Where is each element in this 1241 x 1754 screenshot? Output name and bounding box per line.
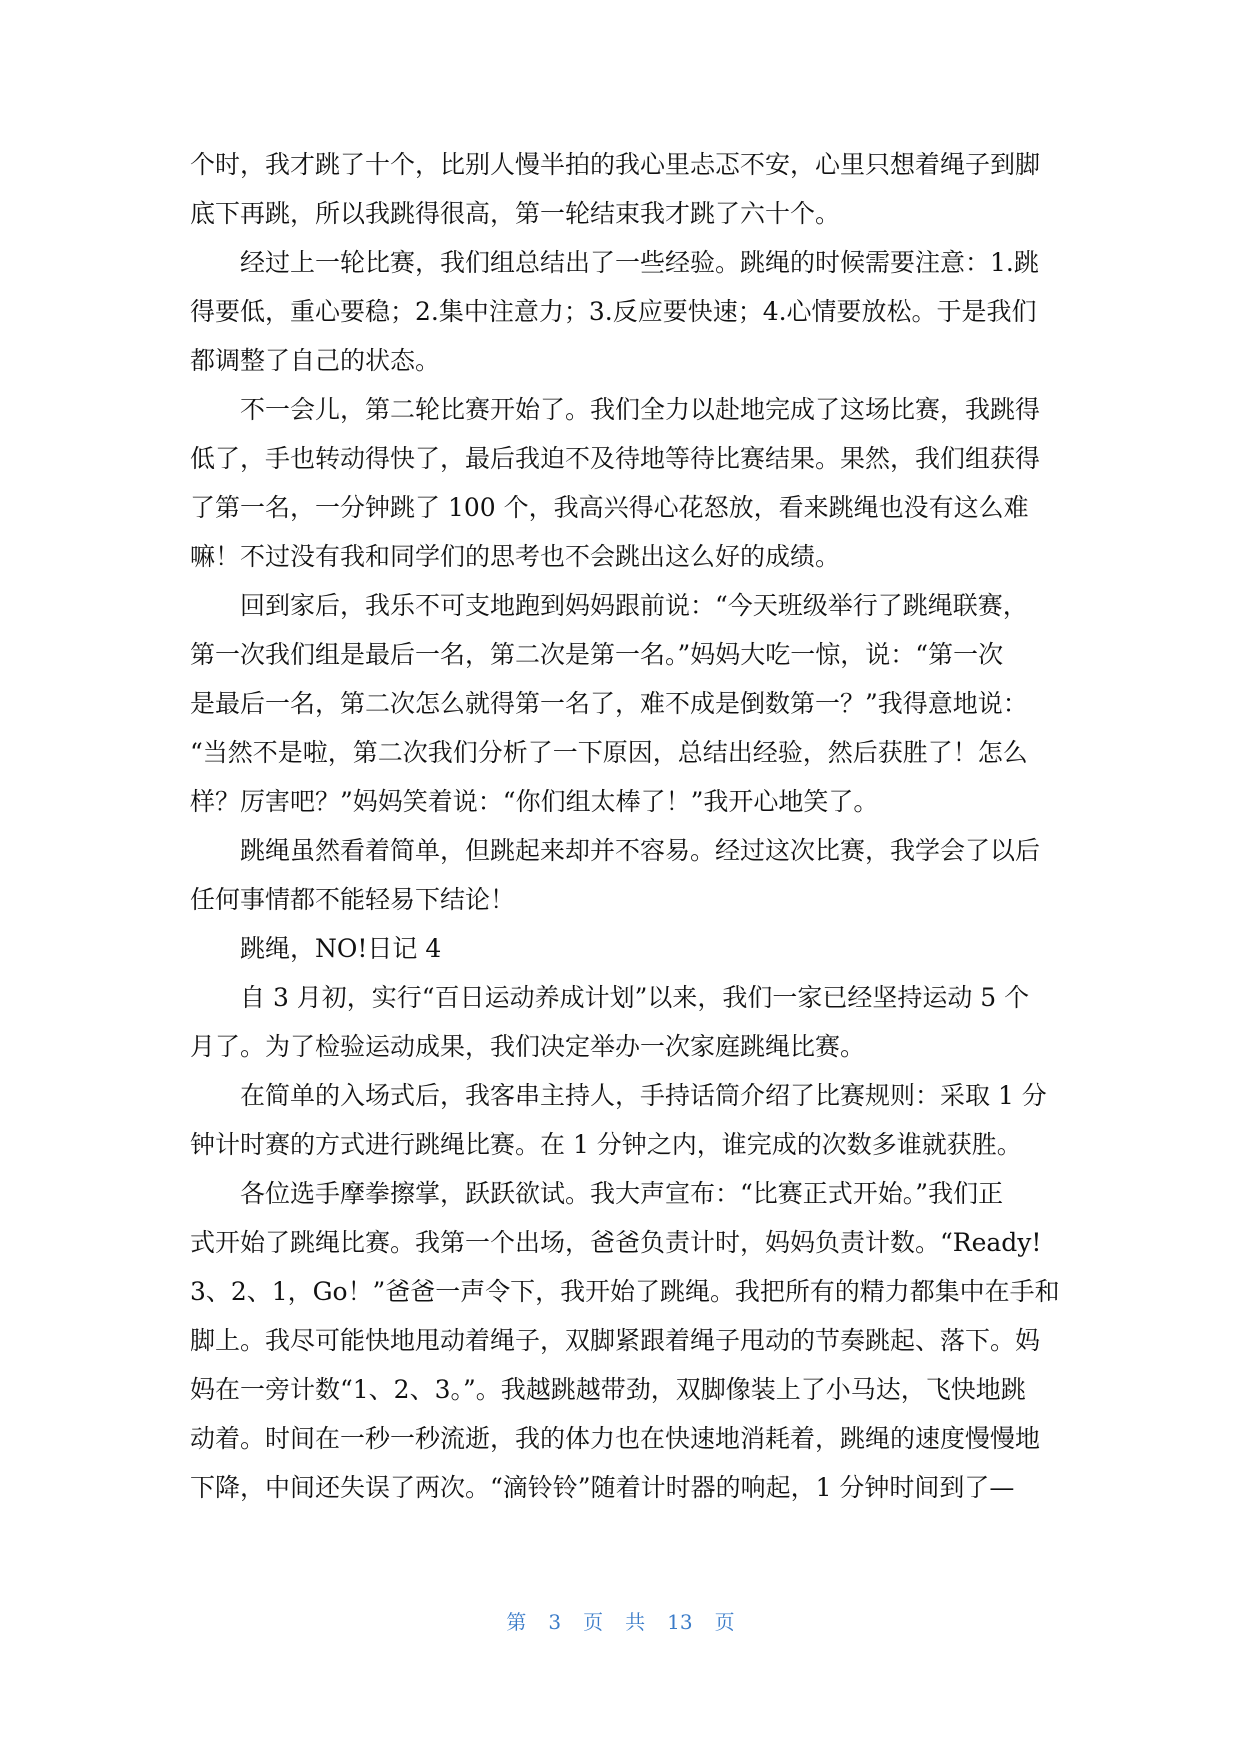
paragraph-line: 样？厉害吧？”妈妈笑着说：“你们组太棒了！”我开心地笑了。 — [190, 787, 879, 816]
paragraph-line: 嘛！不过没有我和同学们的思考也不会跳出这么好的成绩。 — [190, 542, 841, 571]
page-footer — [0, 1608, 1241, 1636]
paragraph-line: 3、2、1，Go！”爸爸一声令下，我开始了跳绳。我把所有的精力都集中在手和 — [190, 1277, 1060, 1306]
paragraph-line: 低了，手也转动得快了，最后我迫不及待地等待比赛结果。果然，我们组获得 — [190, 444, 1041, 473]
paragraph — [190, 924, 1060, 973]
paragraph-line: 妈在一旁计数“1、2、3。”。我越跳越带劲，双脚像装上了小马达，飞快地跳 — [190, 1375, 1026, 1404]
paragraph-line: 动着。时间在一秒一秒流逝，我的体力也在快速地消耗着，跳绳的速度慢慢地 — [190, 1424, 1041, 1453]
paragraph-line: 任何事情都不能轻易下结论！ — [190, 885, 516, 914]
paragraph-line: 不一会儿，第二轮比赛开始了。我们全力以赴地完成了这场比赛，我跳得 — [240, 395, 1041, 424]
paragraph-line: 钟计时赛的方式进行跳绳比赛。在 1 分钟之内，谁完成的次数多谁就获胜。 — [190, 1130, 1022, 1159]
footer-label-gong: 共 — [625, 1610, 646, 1634]
paragraph-line: 经过上一轮比赛，我们组总结出了一些经验。跳绳的时候需要注意：1.跳 — [240, 248, 1039, 277]
paragraph-line: 得要低，重心要稳；2.集中注意力；3.反应要快速；4.心情要放松。于是我们 — [190, 297, 1037, 326]
paragraph — [190, 1071, 1060, 1169]
paragraph-line: 是最后一名，第二次怎么就得第一名了，难不成是倒数第一？”我得意地说： — [190, 689, 1028, 718]
paragraph-line: 跳绳虽然看着简单，但跳起来却并不容易。经过这次比赛，我学会了以后 — [240, 836, 1041, 865]
paragraph-line: 自 3 月初，实行“百日运动养成计划”以来，我们一家已经坚持运动 5 个 — [240, 983, 1030, 1012]
footer-label-di: 第 — [506, 1610, 527, 1634]
footer-label-ye2: 页 — [714, 1610, 735, 1634]
paragraph-line: 都调整了自己的状态。 — [190, 346, 441, 375]
paragraph-line: “当然不是啦，第二次我们分析了一下原因，总结出经验，然后获胜了！怎么 — [190, 738, 1028, 767]
paragraph-line: 在简单的入场式后，我客串主持人，手持话筒介绍了比赛规则：采取 1 分 — [240, 1081, 1047, 1110]
paragraph-line: 各位选手摩拳擦掌，跃跃欲试。我大声宣布：“比赛正式开始。”我们正 — [240, 1179, 1004, 1208]
paragraph — [190, 238, 1060, 385]
paragraph-line: 回到家后，我乐不可支地跑到妈妈跟前说：“今天班级举行了跳绳联赛， — [240, 591, 1028, 620]
footer-current-page: 3 — [548, 1610, 562, 1634]
paragraph — [190, 140, 1060, 238]
paragraph-line: 个时，我才跳了十个，比别人慢半拍的我心里忐忑不安，心里只想着绳子到脚 — [190, 150, 1041, 179]
paragraph — [190, 826, 1060, 924]
paragraph-line: 第一次我们组是最后一名，第二次是第一名。”妈妈大吃一惊，说：“第一次 — [190, 640, 1004, 669]
paragraph-line: 下降，中间还失误了两次。“滴铃铃”随着计时器的响起，1 分钟时间到了— — [190, 1473, 1015, 1502]
paragraph-line: 月了。为了检验运动成果，我们决定举办一次家庭跳绳比赛。 — [190, 1032, 866, 1061]
paragraph-line: 底下再跳，所以我跳得很高，第一轮结束我才跳了六十个。 — [190, 199, 841, 228]
paragraph-line: 式开始了跳绳比赛。我第一个出场，爸爸负责计时，妈妈负责计数。“Ready! — [190, 1228, 1042, 1257]
footer-total-pages: 13 — [667, 1610, 693, 1634]
paragraph-line: 了第一名，一分钟跳了 100 个，我高兴得心花怒放，看来跳绳也没有这么难 — [190, 493, 1029, 522]
paragraph-line: 脚上。我尽可能快地甩动着绳子，双脚紧跟着绳子甩动的节奏跳起、落下。妈 — [190, 1326, 1041, 1355]
paragraph — [190, 581, 1060, 826]
paragraph — [190, 1169, 1060, 1512]
paragraph — [190, 385, 1060, 581]
paragraph — [190, 973, 1060, 1071]
document-body — [190, 140, 1060, 1512]
paragraph-line: 跳绳，NO!日记 4 — [240, 934, 442, 963]
footer-label-ye: 页 — [583, 1610, 604, 1634]
